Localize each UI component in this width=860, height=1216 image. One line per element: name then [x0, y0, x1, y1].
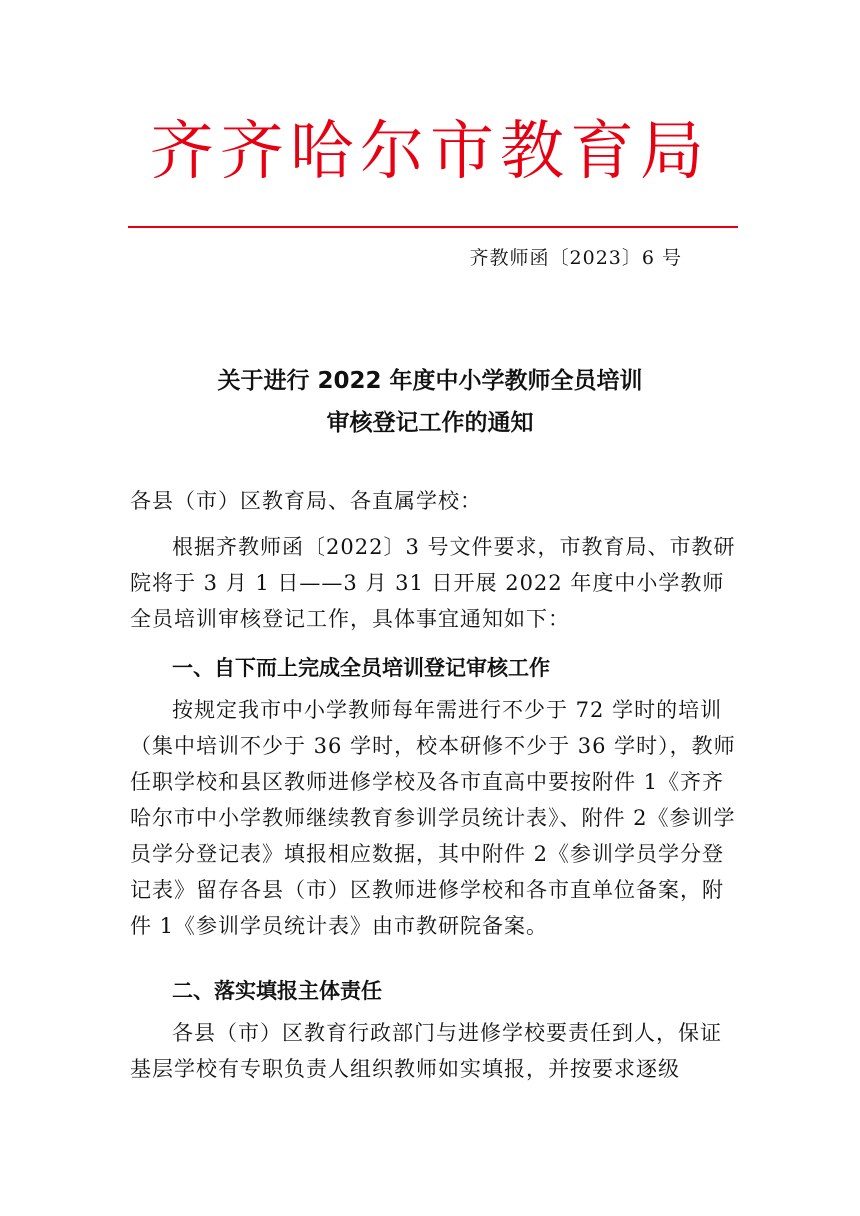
intro-paragraph: 根据齐教师函〔2022〕3 号文件要求，市教育局、市教研院将于 3 月 1 日——3 月 31 日开展 2022 年度中小学教师全员培训审核登记工作，具体事宜通知如下：: [130, 535, 736, 631]
masthead-title: 齐齐哈尔市教育局: [150, 115, 710, 189]
addressee: 各县（市）区教育局、各直属学校：: [130, 489, 482, 513]
masthead-divider: [128, 226, 738, 228]
section-1-paragraph: 按规定我市中小学教师每年需进行不少于 72 学时的培训（集中培训不少于 36 学时，校本研修不少于 36 学时），教师任职学校和县区教师进修学校及各市直高中要按附件 1《齐齐哈尔市中小学教师继续教育参训学员统计表》、附件 2《参训学员学分登记表》填报相应数据，其中附件 2《参训学员学分登记表》留存各县（市）区教师进修学校和各市直单位备案，附件 1《参训学员统计表》由市教研院备案。: [130, 698, 736, 938]
section-1-heading: 一、自下而上完成全员培训登记审核工作: [172, 656, 550, 680]
document-title-line-1: 关于进行 2022 年度中小学教师全员培训: [217, 368, 643, 394]
document-number: 齐教师函〔2023〕6 号: [469, 247, 682, 269]
section-2-paragraph: 各县（市）区教育行政部门与进修学校要责任到人，保证基层学校有专职负责人组织教师如实填报，并按要求逐级: [130, 1021, 722, 1081]
section-2-heading: 二、落实填报主体责任: [172, 979, 382, 1003]
document-title-line-2: 审核登记工作的通知: [326, 410, 534, 436]
